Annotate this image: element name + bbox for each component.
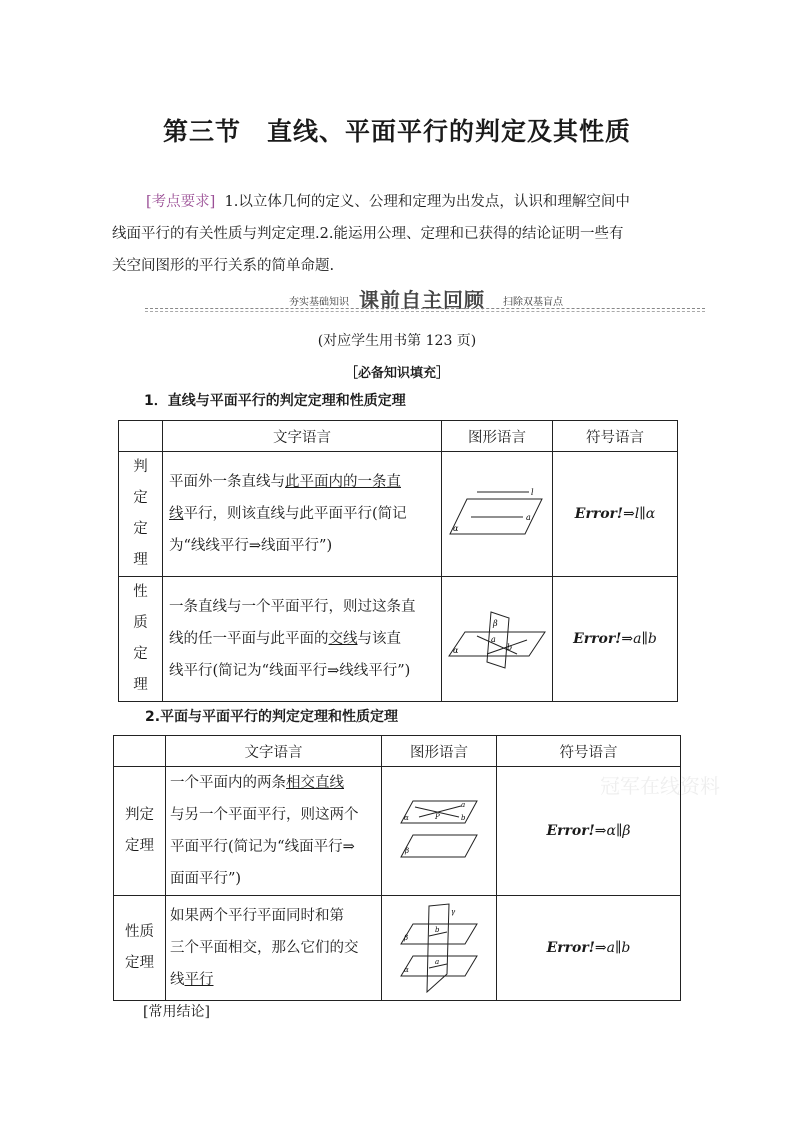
table-1-row-1-figure: [442, 452, 553, 577]
plane-plane-parallel-table: [113, 735, 681, 1001]
table-2-row-2-text: 如果两个平行平面同时和第 三个平面相交，那么它们的交 线平行: [166, 896, 382, 1001]
fig-label-alpha: α: [453, 524, 459, 533]
fig-label-beta: β: [404, 934, 409, 942]
table-2-row-1-text: 一个平面内的两条相交直线 与另一个平面平行，则这两个 平面平行(简记为“线面平行⇒ 面面平行”): [166, 767, 382, 896]
table-1-row-criterion: [119, 452, 678, 577]
table-1-row-1-text: 平面外一条直线与此平面内的一条直 线平行，则该直线与此平面平行(简记 为“线线平行⇒线面平行”): [163, 452, 442, 577]
table-2-row-criterion: [114, 767, 681, 896]
table-1-row-2-text: 一条直线与一个平面平行，则过这条直 线的任一平面与此平面的交线与该直 线平行(简记为“线面平行⇒线线平行”): [163, 577, 442, 702]
fig-label-p: P: [435, 813, 440, 821]
section-banner: [145, 284, 705, 312]
table-1-header-row: [119, 421, 678, 452]
table-2-header-text: 文字语言: [166, 736, 382, 767]
table-2-header-symbol: 符号语言: [497, 736, 681, 767]
table-1-header-text: 文字语言: [163, 421, 442, 452]
line-plane-parallel-table: [118, 420, 678, 702]
requirements-line-2: 线面平行的有关性质与判定定理.2.能运用公理、定理和已获得的结论证明一些有: [112, 226, 624, 242]
table-1-header-empty: [119, 421, 163, 452]
table-1-row-property: [119, 577, 678, 702]
table-2-header-empty: [114, 736, 166, 767]
requirements-line-3: 关空间图形的平行关系的简单命题.: [112, 258, 335, 274]
section-2-heading: 2.平面与平面平行的判定定理和性质定理: [145, 709, 399, 725]
page-title: 第三节 直线、平面平行的判定及其性质: [162, 117, 631, 146]
table-2-row-2-label: 性质 定理: [114, 896, 166, 1001]
fig-label-a: a: [461, 801, 466, 809]
banner-divider: [145, 308, 705, 312]
table-1-row-2-label: 性 质 定 理: [119, 577, 163, 702]
table-1-row-1-symbol: Error!⇒l∥α: [553, 452, 678, 577]
parallel-planes-diagram: [399, 795, 479, 867]
table-2-row-1-figure: [382, 767, 497, 896]
fig-label-a: a: [491, 635, 496, 644]
table-2-header-row: [114, 736, 681, 767]
page-reference: (对应学生用书第 123 页): [317, 333, 477, 349]
fig-label-beta: β: [493, 619, 498, 628]
banner-right-text: 扫除双基盲点: [503, 297, 563, 308]
table-1-header-symbol: 符号语言: [553, 421, 678, 452]
fig-label-b: b: [461, 814, 466, 822]
common-conclusions-label: [常用结论]: [143, 1004, 210, 1020]
fig-label-b: b: [507, 643, 513, 652]
watermark: 冠军在线资料: [600, 774, 720, 798]
table-2-row-2-figure: [382, 896, 497, 1001]
third-plane-intersection-diagram: [399, 902, 479, 994]
fig-label-a: a: [435, 958, 440, 966]
requirements-line-1: 1.以立体几何的定义、公理和定理为出发点，认识和理解空间中: [224, 194, 630, 210]
banner-title: 课前自主回顾: [359, 288, 485, 312]
fig-label-alpha: α: [453, 646, 459, 655]
table-2-header-figure: 图形语言: [382, 736, 497, 767]
fig-label-b: b: [435, 926, 440, 934]
requirements-tag: [考点要求]: [146, 194, 216, 210]
table-1-row-1-label: 判 定 定 理: [119, 452, 163, 577]
plane-intersection-diagram: [447, 604, 547, 674]
table-2-row-1-label: 判定 定理: [114, 767, 166, 896]
section-1-heading: 1．直线与平面平行的判定定理和性质定理: [144, 393, 406, 409]
table-2-row-1-symbol: Error!⇒α∥β: [497, 767, 681, 896]
table-2-row-2-symbol: Error!⇒a∥b: [497, 896, 681, 1001]
table-1-row-2-figure: [442, 577, 553, 702]
line-parallel-plane-diagram: [447, 484, 547, 544]
fig-label-l: l: [531, 488, 534, 497]
table-1-header-figure: 图形语言: [442, 421, 553, 452]
fig-label-alpha: α: [404, 814, 409, 822]
exam-requirements: [112, 186, 682, 282]
knowledge-header: ［必备知识填充］: [344, 366, 449, 381]
fig-label-beta: β: [405, 847, 410, 855]
banner-left-text: 夯实基础知识: [289, 297, 349, 308]
fig-label-a: a: [526, 513, 531, 522]
table-1-row-2-symbol: Error!⇒a∥b: [553, 577, 678, 702]
table-2-row-property: [114, 896, 681, 1001]
fig-label-alpha: α: [404, 966, 409, 974]
fig-label-gamma: γ: [451, 908, 456, 916]
